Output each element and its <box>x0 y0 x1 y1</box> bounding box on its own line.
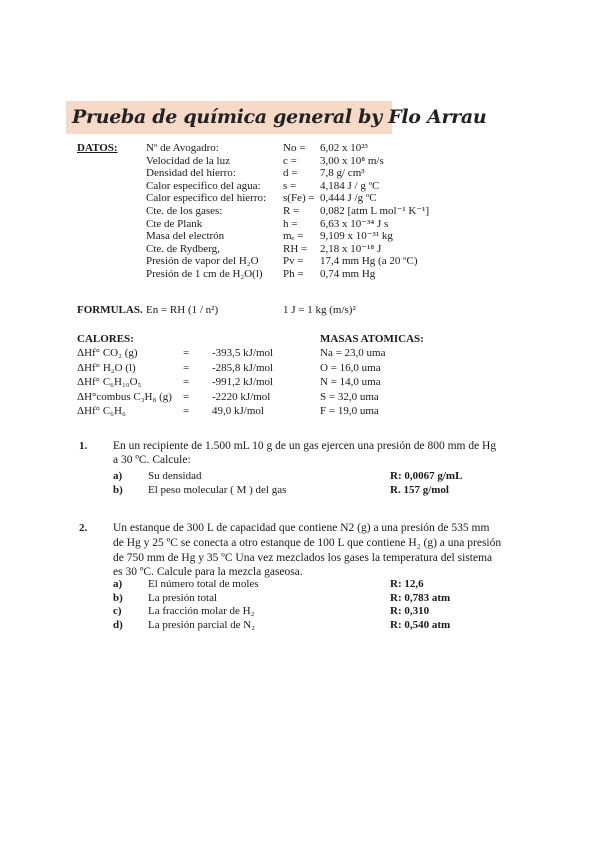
q1-part-answer: R. 157 g/mol <box>390 483 449 496</box>
datos-item-name: Calor específico del hierro: <box>146 192 267 205</box>
datos-item-value: 17,4 mm Hg (a 20 ºC) <box>320 255 418 268</box>
masa-item: N = 14,0 uma <box>320 376 381 388</box>
datos-item-name: Densidad del hierro: <box>146 167 236 180</box>
datos-item-name: Nº de Avogadro: <box>146 142 219 154</box>
calor-item-equals: = <box>183 390 190 403</box>
datos-item-name: Masa del electrón <box>146 230 225 243</box>
calor-item-value: -285,8 kJ/mol <box>212 361 274 374</box>
q2-part-answer: R: 0,783 atm <box>390 591 451 604</box>
q2-text-line: de 750 mm de Hg y 35 ºC Una vez mezclados los gases la temperatura del sistema <box>113 551 493 564</box>
q1-part-letter: a) <box>113 470 123 482</box>
datos-item-value: 0,74 mm Hg <box>320 268 376 280</box>
q1-part-text: El peso molecular ( M ) del gas <box>148 483 287 496</box>
datos-item-name: Cte. de los gases: <box>146 205 223 217</box>
page-title: Prueba de química general by Flo Arrau <box>72 106 487 128</box>
q2-number: 2. <box>79 522 88 534</box>
q2-part-answer: R: 0,310 <box>390 605 430 618</box>
calor-item-name: ΔHf° C₆H₁₀O₅ <box>77 376 142 388</box>
datos-item-symbol: Ph = <box>283 268 304 280</box>
q2-part-answer: R: 0,540 atm <box>390 618 451 631</box>
datos-item-value: 7,8 g/ cm³ <box>320 167 365 180</box>
calor-item-name: ΔHf° H₂O (l) <box>77 361 136 374</box>
calor-item-value: 49,0 kJ/mol <box>212 405 264 417</box>
datos-item-symbol: R = <box>283 205 300 217</box>
calor-item-equals: = <box>183 376 190 388</box>
calor-item-equals: = <box>183 347 190 359</box>
calor-item-equals: = <box>183 405 190 417</box>
masa-item: S = 32,0 uma <box>320 390 379 403</box>
datos-item-symbol: Pv = <box>283 255 304 268</box>
q1-part-answer: R: 0,0067 g/mL <box>390 470 463 482</box>
calor-item-name: ΔHf° CO₂ (g) <box>77 347 138 359</box>
datos-item-symbol: c = <box>283 154 297 167</box>
calor-item-name: ΔHf° C₆H₆ <box>77 405 126 417</box>
q1-number: 1. <box>79 440 88 452</box>
datos-item-symbol: s = <box>283 179 297 192</box>
q2-part-answer: R: 12,6 <box>390 578 424 590</box>
datos-item-symbol: d = <box>283 167 298 180</box>
datos-item-name: Cte de Plank <box>146 217 203 230</box>
q2-part-text: La presión total <box>148 591 218 604</box>
q2-text-line: de Hg y 25 ºC se conecta a otro estanque de 100 L que contiene H₂ (g) a una presión <box>113 536 502 549</box>
q2-part-text: El número total de moles <box>148 578 259 590</box>
q2-part-text: La fracción molar de H₂ <box>148 605 255 618</box>
q2-part-letter: d) <box>113 618 123 631</box>
formula-rydberg: En = RH (1 / n²) <box>146 304 219 316</box>
datos-label: DATOS: <box>77 142 118 154</box>
formulas-label: FORMULAS. <box>77 304 143 316</box>
datos-item-symbol: s(Fe) = <box>283 192 315 205</box>
calor-item-equals: = <box>183 361 190 374</box>
masa-item: Na = 23,0 uma <box>320 347 386 359</box>
datos-item-name: Presión de 1 cm de H₂O(l) <box>146 268 263 280</box>
q1-text-line2: a 30 ºC. Calcule: <box>113 454 191 466</box>
calor-item-value: -393,5 kJ/mol <box>212 347 274 359</box>
q2-part-letter: c) <box>113 605 122 618</box>
masas-label: MASAS ATOMICAS: <box>320 333 424 345</box>
datos-item-value: 9,109 x 10⁻³¹ kg <box>320 230 393 243</box>
datos-item-name: Calor específico del agua: <box>146 179 261 192</box>
calor-item-name: ΔH°combus C₃H₈ (g) <box>77 390 172 403</box>
datos-item-name: Velocidad de la luz <box>146 154 230 167</box>
datos-item-name: Presión de vapor del H₂O <box>146 255 259 268</box>
q2-part-letter: b) <box>113 591 123 604</box>
datos-item-value: 3,00 x 10⁸ m/s <box>320 154 384 167</box>
calor-item-value: -2220 kJ/mol <box>212 390 271 403</box>
datos-item-value: 2,18 x 10⁻¹⁸ J <box>320 242 382 255</box>
datos-item-name: Cte. de Rydberg, <box>146 242 220 255</box>
datos-item-symbol: RH = <box>283 242 308 255</box>
calor-item-value: -991,2 kJ/mol <box>212 376 274 388</box>
datos-item-value: 0,444 J /g ºC <box>320 192 377 205</box>
datos-item-symbol: mₑ = <box>283 230 304 243</box>
datos-item-value: 6,63 x 10⁻³⁴ J s <box>320 217 389 230</box>
q2-part-letter: a) <box>113 578 123 590</box>
datos-item-symbol: h = <box>283 217 298 230</box>
formula-joule: 1 J = 1 kg (m/s)² <box>283 304 356 316</box>
datos-item-symbol: No = <box>283 142 306 154</box>
datos-item-value: 0,082 [atm L mol⁻¹ K⁻¹] <box>320 205 430 217</box>
datos-item-value: 6,02 x 10²³ <box>320 142 368 154</box>
masa-item: F = 19,0 uma <box>320 405 379 417</box>
calores-label: CALORES: <box>77 333 134 345</box>
q1-text-line1: En un recipiente de 1.500 mL 10 g de un gas ejercen una presión de 800 mm de Hg <box>113 440 497 452</box>
q1-part-letter: b) <box>113 483 123 496</box>
q2-text-line: es 30 ºC. Calcule para la mezcla gaseosa. <box>113 566 303 579</box>
q2-part-text: La presión parcial de N₂ <box>148 618 256 631</box>
datos-item-value: 4,184 J / g ºC <box>320 179 380 192</box>
q1-part-text: Su densidad <box>148 470 202 482</box>
masa-item: O = 16,0 uma <box>320 361 381 374</box>
q2-text-line: Un estanque de 300 L de capacidad que contiene N2 (g) a una presión de 535 mm <box>113 522 490 534</box>
